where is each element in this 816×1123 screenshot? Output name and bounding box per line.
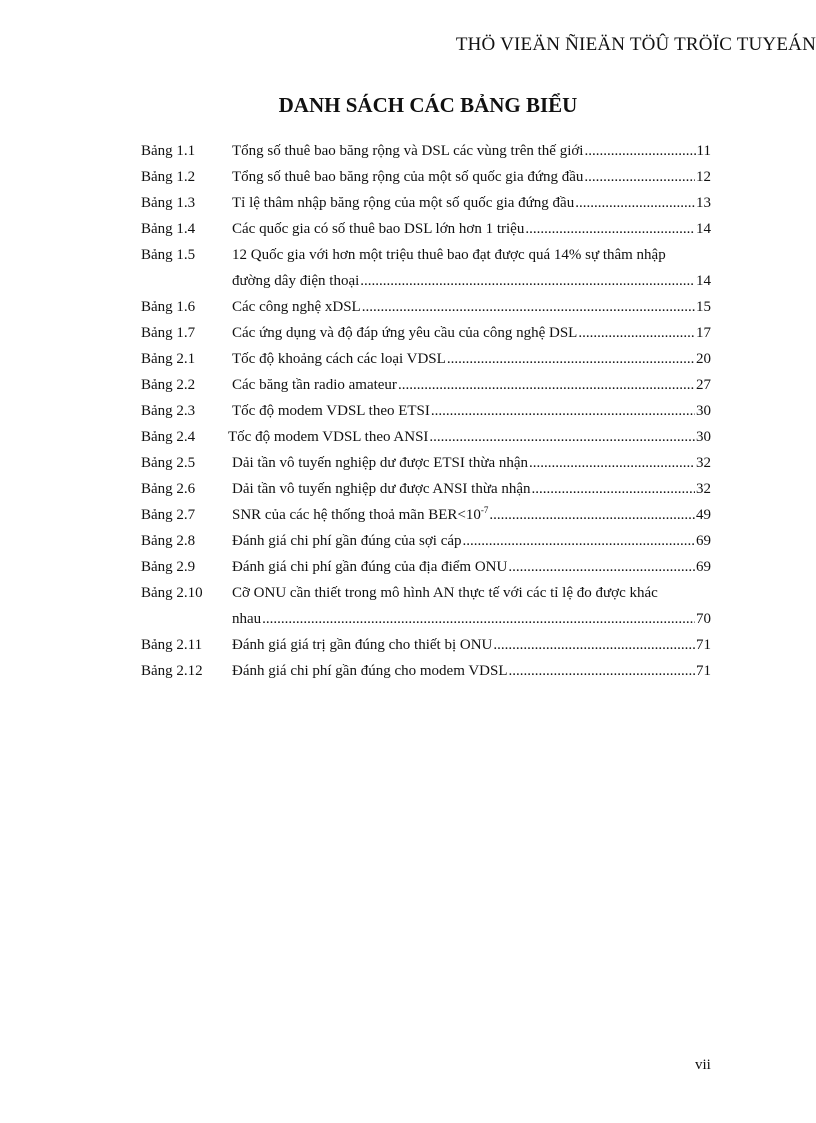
list-item-bang-2-2[interactable]	[141, 372, 711, 398]
dot-leader	[360, 268, 695, 294]
entry-label: Bảng 2.7	[141, 507, 196, 523]
list-item-bang-1-1[interactable]	[141, 138, 711, 164]
entry-page-number: 14	[696, 273, 711, 289]
entry-page-number: 20	[696, 351, 711, 367]
list-item-bang-1-6[interactable]	[141, 294, 711, 320]
entry-title: Dải tần vô tuyến nghiệp dư được ANSI thừa nhận	[232, 481, 531, 497]
entry-title-first-line: 12 Quốc gia với hơn một triệu thuê bao đạt được quá 14% sự thâm nhập	[232, 247, 666, 263]
entry-label: Bảng 2.9	[141, 559, 196, 575]
entry-page-number: 69	[696, 533, 711, 549]
entry-label: Bảng 2.6	[141, 481, 196, 497]
entry-title: Tổng số thuê bao băng rộng của một số quốc gia đứng đầu	[232, 169, 584, 185]
list-item-bang-2-5[interactable]	[141, 450, 711, 476]
entry-title: Dải tần vô tuyến nghiệp dư được ETSI thừa nhận	[232, 455, 529, 471]
dot-leader	[463, 528, 695, 554]
entry-label: Bảng 2.11	[141, 637, 203, 653]
entry-label: Bảng 1.6	[141, 299, 196, 315]
entry-page-number: 14	[696, 221, 711, 237]
entry-page-number: 32	[696, 481, 711, 497]
dot-leader	[584, 164, 695, 190]
dot-leader	[362, 294, 695, 320]
entry-title: Đánh giá chi phí gần đúng của địa điểm ONU	[232, 559, 508, 575]
entry-title: Đánh giá giá trị gần đúng cho thiết bị ONU	[232, 637, 493, 653]
dot-leader	[431, 398, 695, 424]
entry-title: Tổng số thuê bao băng rộng và DSL các vùng trên thế giới	[232, 143, 584, 159]
list-item-bang-1-2[interactable]	[141, 164, 711, 190]
entry-title: Các băng tần radio amateur	[232, 377, 397, 393]
entry-label: Bảng 2.10	[141, 585, 203, 601]
page-header: THÖ VIEÄN ÑIEÄN TÖÛ TRÖÏC TUYEÁN	[455, 34, 816, 55]
entry-label: Bảng 2.8	[141, 533, 196, 549]
list-item-bang-2-4[interactable]	[141, 424, 711, 450]
dot-leader	[447, 346, 695, 372]
entry-title-text: SNR của các hệ thống thoả mãn BER<10	[232, 507, 481, 523]
dot-leader	[509, 658, 695, 684]
list-item-bang-2-12[interactable]	[141, 658, 711, 684]
list-item-bang-2-1[interactable]	[141, 346, 711, 372]
list-item-bang-1-7[interactable]	[141, 320, 711, 346]
entry-page-number: 27	[696, 377, 711, 393]
dot-leader	[398, 372, 695, 398]
entry-title: Đánh giá chi phí gần đúng cho modem VDSL	[232, 663, 508, 679]
entry-page-number: 49	[696, 507, 711, 523]
entry-page-number: 11	[696, 143, 711, 159]
list-item-bang-1-5[interactable]	[141, 242, 711, 294]
dot-leader	[532, 476, 695, 502]
dot-leader	[493, 632, 695, 658]
entry-page-number: 69	[696, 559, 711, 575]
entry-page-number: 30	[696, 429, 711, 445]
dot-leader	[575, 190, 695, 216]
list-item-bang-2-11[interactable]	[141, 632, 711, 658]
list-item-bang-1-3[interactable]	[141, 190, 711, 216]
entry-label: Bảng 2.1	[141, 351, 196, 367]
entry-label: Bảng 2.5	[141, 455, 196, 471]
entry-title: Tốc độ khoảng cách các loại VDSL	[232, 351, 446, 367]
entry-label: Bảng 1.5	[141, 247, 196, 263]
entry-label: Bảng 2.2	[141, 377, 196, 393]
list-item-bang-2-6[interactable]	[141, 476, 711, 502]
list-item-bang-2-7[interactable]	[141, 502, 711, 528]
page-title: DANH SÁCH CÁC BẢNG BIỂU	[278, 93, 578, 117]
dot-leader	[529, 450, 695, 476]
list-item-bang-1-4[interactable]	[141, 216, 711, 242]
entry-label: Bảng 1.2	[141, 169, 196, 185]
list-item-bang-2-3[interactable]	[141, 398, 711, 424]
superscript-exponent: -7	[480, 505, 489, 515]
entry-page-number: 15	[696, 299, 711, 315]
entry-title: đường dây điện thoại	[232, 273, 360, 289]
entry-title-first-line: Cỡ ONU cần thiết trong mô hình AN thực tế với các tỉ lệ đo được khác	[232, 585, 658, 601]
entry-page-number: 71	[696, 663, 711, 679]
entry-page-number: 32	[696, 455, 711, 471]
dot-leader	[525, 216, 695, 242]
entry-label: Bảng 1.1	[141, 143, 196, 159]
entry-label: Bảng 1.3	[141, 195, 196, 211]
dot-leader	[508, 554, 695, 580]
entry-title: Đánh giá chi phí gần đúng của sợi cáp	[232, 533, 462, 549]
entry-label: Bảng 2.4	[141, 429, 196, 445]
entry-title: Các ứng dụng và độ đáp ứng yêu cầu của công nghệ DSL	[232, 325, 578, 341]
dot-leader	[429, 424, 695, 450]
entry-page-number: 30	[696, 403, 711, 419]
entry-title: Tỉ lệ thâm nhập băng rộng của một số quốc gia đứng đầu	[232, 195, 575, 211]
page-number: vii	[695, 1057, 711, 1073]
entry-page-number: 12	[696, 169, 711, 185]
entry-page-number: 71	[696, 637, 711, 653]
dot-leader	[489, 502, 695, 528]
entry-label: Bảng 2.3	[141, 403, 196, 419]
entry-title: nhau	[232, 611, 262, 627]
entry-page-number: 13	[696, 195, 711, 211]
dot-leader	[578, 320, 695, 346]
entry-page-number: 70	[696, 611, 711, 627]
entry-title	[232, 502, 488, 528]
entry-title: Tốc độ modem VDSL theo ANSI	[228, 429, 429, 445]
dot-leader	[584, 138, 695, 164]
list-item-bang-2-10[interactable]	[141, 580, 711, 632]
entry-label: Bảng 1.7	[141, 325, 196, 341]
list-item-bang-2-8[interactable]	[141, 528, 711, 554]
entry-title: Tốc độ modem VDSL theo ETSI	[232, 403, 430, 419]
list-item-bang-2-9[interactable]	[141, 554, 711, 580]
entry-page-number: 17	[696, 325, 711, 341]
dot-leader	[262, 606, 695, 632]
table-list	[141, 138, 711, 684]
entry-label: Bảng 1.4	[141, 221, 196, 237]
entry-label: Bảng 2.12	[141, 663, 203, 679]
entry-title: Các công nghệ xDSL	[232, 299, 361, 315]
entry-title: Các quốc gia có số thuê bao DSL lớn hơn 1 triệu	[232, 221, 525, 237]
